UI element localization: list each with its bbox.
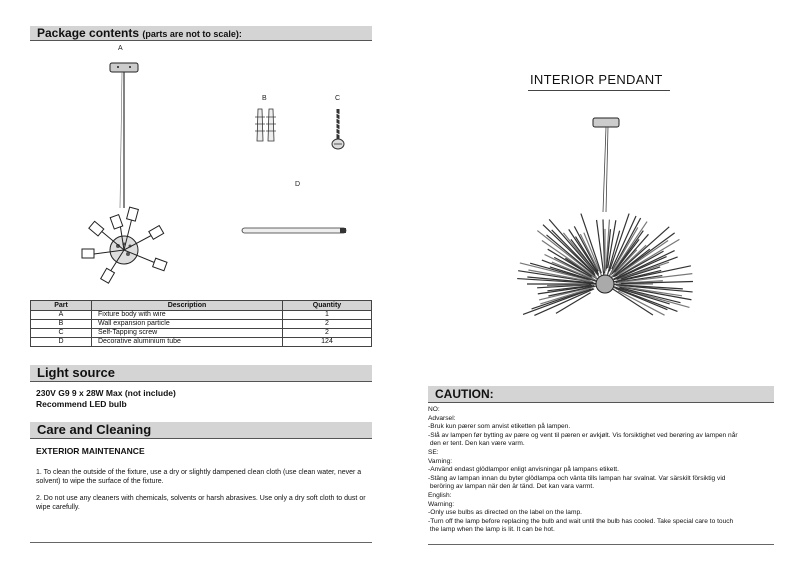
quantity-cell: 2 (283, 329, 372, 338)
package-contents-header (30, 26, 372, 41)
caution-line: -Stäng av lampan innan du byter glödlampa och vänta tills lampan har svalnat. Var särskilt försiktig vid (428, 474, 726, 482)
care-cleaning-header (30, 422, 372, 439)
care-instruction-1: 1. To clean the outside of the fixture, use a dry or slightly dampened clean cloth (use clean water, never a solvent) to wipe the surface of the fixture. (36, 469, 362, 485)
left-page-bottom-rule (30, 542, 372, 543)
caution-line: NO: (428, 406, 440, 413)
part-cell: A (31, 311, 92, 320)
column-header-description: Description (92, 301, 283, 311)
self-tapping-screw-drawing (328, 107, 348, 153)
light-source-title: Light source (37, 365, 116, 380)
part-label-a: A (118, 45, 123, 52)
light-source-header (30, 365, 372, 382)
product-title: INTERIOR PENDANT (530, 72, 663, 87)
caution-line: SE: (428, 448, 439, 456)
table-row (31, 338, 372, 347)
package-contents-subtitle: (parts are not to scale): (142, 29, 242, 39)
caution-header (428, 386, 774, 403)
pendant-lamp-illustration (515, 112, 695, 317)
light-source-recommendation: Recommend LED bulb (36, 399, 127, 409)
caution-line: the lamp when the lamp is lit. It can be hot. (428, 526, 555, 534)
caution-line: den er tent. Den kan være varm. (428, 440, 525, 448)
light-source-spec: 230V G9 9 x 28W Max (not include) (36, 388, 176, 398)
caution-text (428, 406, 788, 535)
caution-line: -Bruk kun pærer som anvist etiketten på lampen. (428, 423, 571, 431)
part-cell: B (31, 320, 92, 329)
wall-expansion-plug-drawing (252, 107, 282, 147)
decorative-tube-drawing (240, 226, 350, 236)
part-label-d: D (295, 181, 301, 188)
care-cleaning-title: Care and Cleaning (37, 422, 152, 437)
right-page-bottom-rule (428, 544, 774, 545)
part-cell: D (31, 338, 92, 347)
description-cell: Fixture body with wire (92, 311, 283, 320)
package-contents-title: Package contents (parts are not to scale): (37, 26, 242, 40)
care-instruction-2: 2. Do not use any cleaners with chemicals, solvents or harsh abrasives. Use only a dry soft cloth to dust or wipe carefully. (36, 495, 366, 511)
table-row (31, 329, 372, 338)
caution-line: beröring av lampan när den är tänd. Det kan vara varmt. (428, 483, 595, 491)
description-cell: Decorative aluminium tube (92, 338, 283, 347)
part-label-b: B (262, 95, 267, 102)
quantity-cell: 124 (283, 338, 372, 347)
description-cell: Wall expansion particle (92, 320, 283, 329)
caution-line: Advarsel: (428, 414, 456, 422)
caution-line: English: (428, 491, 452, 499)
exterior-maintenance-heading: EXTERIOR MAINTENANCE (36, 446, 145, 456)
parts-table (30, 300, 372, 347)
caution-line: Varning: (428, 457, 453, 465)
column-header-quantity: Quantity (283, 301, 372, 311)
table-header-row (31, 301, 372, 311)
fixture-body-drawing (70, 58, 180, 288)
description-cell: Self-Tapping screw (92, 329, 283, 338)
part-label-c: C (335, 95, 341, 102)
caution-line: -Only use bulbs as directed on the label on the lamp. (428, 509, 582, 517)
caution-title: CAUTION: (435, 387, 494, 401)
quantity-cell: 2 (283, 320, 372, 329)
caution-line: -Använd endast glödlampor enligt anvisningar på lampans etikett. (428, 466, 619, 474)
product-title-underline (528, 90, 670, 91)
table-row (31, 311, 372, 320)
quantity-cell: 1 (283, 311, 372, 320)
column-header-part: Part (31, 301, 92, 311)
part-cell: C (31, 329, 92, 338)
caution-line: -Slå av lampen før bytting av pære og vent til pæren er avkjølt. Vis forsiktighet ved berøring av lampen når (428, 431, 738, 439)
table-row (31, 320, 372, 329)
caution-line: Warning: (428, 500, 455, 508)
caution-line: -Turn off the lamp before replacing the bulb and wait until the bulb has cooled. Take special care to touch (428, 517, 734, 525)
